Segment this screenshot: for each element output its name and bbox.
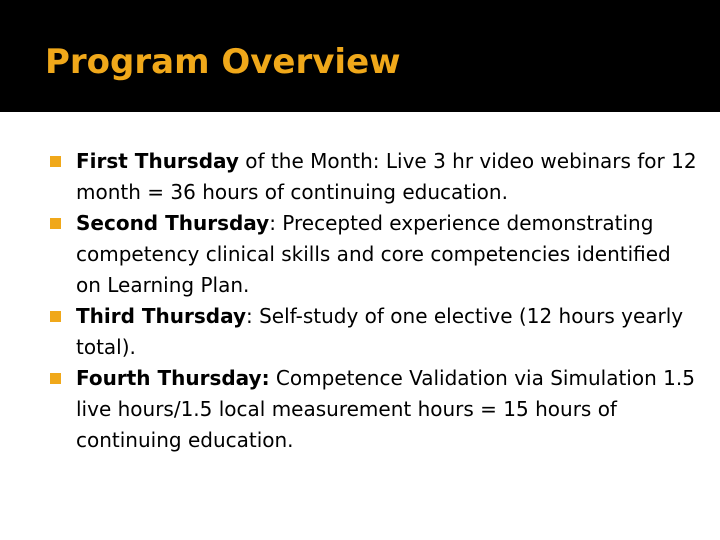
bullet-lead-text: First Thursday xyxy=(76,149,239,173)
bullet-item xyxy=(50,208,698,301)
bullet-item xyxy=(50,146,698,208)
square-bullet-icon xyxy=(50,218,61,229)
bullet-lead-text: Third Thursday xyxy=(76,304,246,328)
slide-title: Program Overview xyxy=(45,42,401,82)
bullet-lead-text: Second Thursday xyxy=(76,211,270,235)
square-bullet-icon xyxy=(50,311,61,322)
square-bullet-icon xyxy=(50,156,61,167)
bullet-body-text: : Precepted experience demonstrating competency clinical skills and core competencies identified on Learning Plan. xyxy=(76,211,671,297)
square-bullet-icon xyxy=(50,373,61,384)
bullet-list xyxy=(50,146,698,456)
title-bar xyxy=(0,0,720,112)
bullet-body-text: Competence Validation via Simulation 1.5 live hours/1.5 local measurement hours = 15 hours of continuing education. xyxy=(76,366,695,452)
bullet-item xyxy=(50,363,698,456)
bullet-body-text: : Self-study of one elective (12 hours yearly total). xyxy=(76,304,684,359)
bullet-lead-text: Fourth Thursday: xyxy=(76,366,270,390)
bullet-body-text: of the Month: Live 3 hr video webinars for 12 month = 36 hours of continuing education. xyxy=(76,149,697,204)
bullet-item xyxy=(50,301,698,363)
